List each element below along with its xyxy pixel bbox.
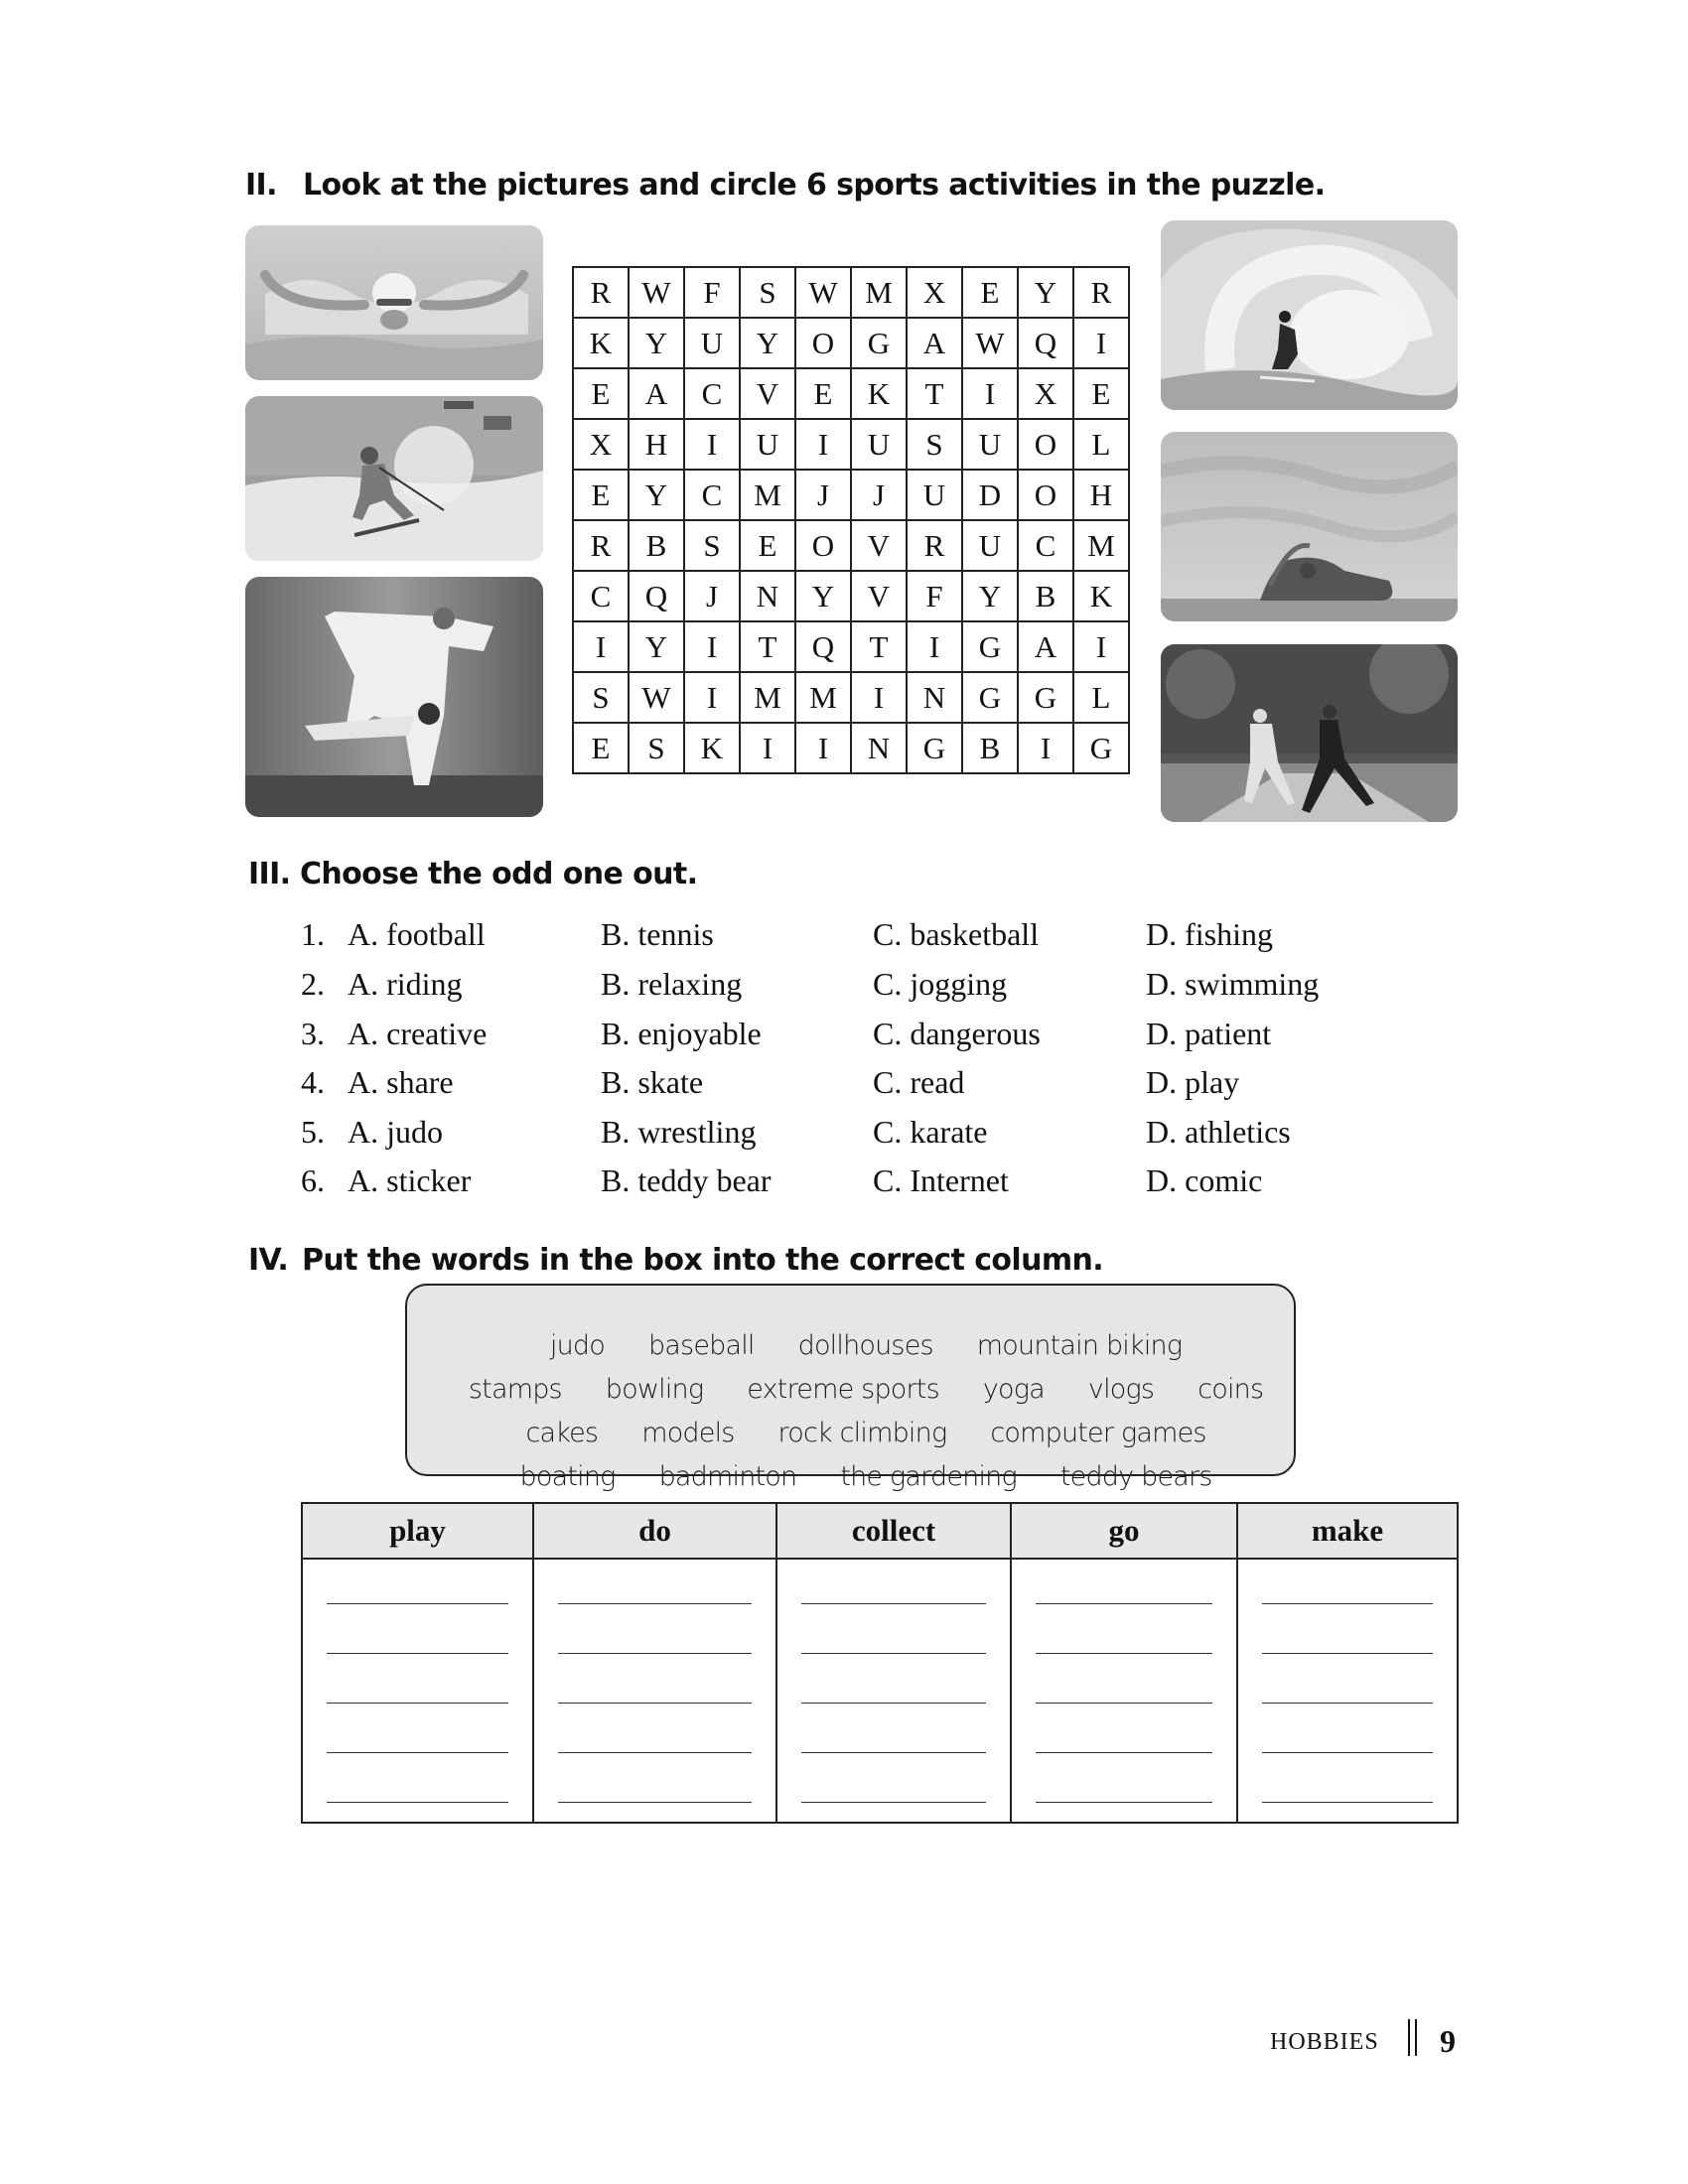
make-answer-cell — [1237, 1559, 1458, 1823]
option-b[interactable]: B. tennis — [601, 916, 714, 952]
puzzle-cell[interactable]: B — [962, 723, 1018, 773]
section-4-number: IV. — [248, 1243, 289, 1278]
puzzle-cell[interactable]: R — [573, 520, 629, 571]
word-search-puzzle[interactable] — [572, 266, 1130, 774]
answer-blank[interactable] — [1262, 1653, 1433, 1654]
option-a[interactable]: A. judo — [348, 1114, 443, 1150]
puzzle-cell[interactable]: K — [1073, 571, 1129, 621]
puzzle-cell[interactable]: G — [1018, 672, 1073, 723]
option-a[interactable]: A. sticker — [348, 1162, 472, 1198]
option-d[interactable]: D. patient — [1146, 1016, 1272, 1051]
puzzle-cell[interactable]: V — [740, 368, 795, 419]
puzzle-cell[interactable]: E — [962, 267, 1018, 318]
puzzle-cell[interactable]: Y — [795, 571, 851, 621]
puzzle-cell[interactable]: J — [851, 470, 907, 520]
puzzle-cell[interactable]: Y — [629, 621, 684, 672]
puzzle-cell[interactable]: I — [684, 621, 740, 672]
collect-answer-cell — [776, 1559, 1011, 1823]
answer-blank[interactable] — [1036, 1703, 1212, 1704]
option-a[interactable]: A. football — [348, 916, 486, 952]
word-item: vlogs — [1087, 1374, 1155, 1405]
answer-blank[interactable] — [327, 1603, 508, 1604]
word-item: dollhouses — [797, 1330, 933, 1361]
puzzle-cell[interactable]: W — [629, 672, 684, 723]
word-sort-table — [301, 1502, 1459, 1824]
answer-blank[interactable] — [801, 1603, 986, 1604]
puzzle-cell[interactable]: X — [907, 267, 962, 318]
puzzle-cell[interactable]: C — [684, 368, 740, 419]
puzzle-cell[interactable]: A — [1018, 621, 1073, 672]
puzzle-cell[interactable]: Y — [962, 571, 1018, 621]
answer-blank[interactable] — [558, 1802, 752, 1803]
word-item: extreme sports — [747, 1374, 939, 1405]
puzzle-cell[interactable]: E — [573, 723, 629, 773]
word-box — [405, 1284, 1296, 1492]
puzzle-row — [573, 419, 1129, 470]
option-d[interactable]: D. play — [1146, 1064, 1240, 1100]
puzzle-cell[interactable]: E — [1073, 368, 1129, 419]
puzzle-row — [573, 267, 1129, 318]
puzzle-cell[interactable]: R — [573, 267, 629, 318]
answer-blank[interactable] — [1036, 1752, 1212, 1753]
answer-blank[interactable] — [1262, 1703, 1433, 1704]
puzzle-cell[interactable]: M — [1073, 520, 1129, 571]
puzzle-cell[interactable]: D — [962, 470, 1018, 520]
question-number: 6. — [301, 1162, 325, 1198]
puzzle-cell[interactable]: Q — [795, 621, 851, 672]
puzzle-cell[interactable]: G — [907, 723, 962, 773]
answer-blank[interactable] — [801, 1653, 986, 1654]
puzzle-cell[interactable]: A — [629, 368, 684, 419]
puzzle-cell[interactable]: F — [907, 571, 962, 621]
puzzle-cell[interactable]: I — [962, 368, 1018, 419]
table-header-row — [302, 1503, 1458, 1559]
puzzle-cell[interactable]: G — [962, 672, 1018, 723]
option-b[interactable]: B. relaxing — [601, 966, 743, 1002]
answer-blank[interactable] — [327, 1802, 508, 1803]
puzzle-cell[interactable]: S — [573, 672, 629, 723]
word-item: mountain biking — [976, 1330, 1183, 1361]
puzzle-cell[interactable]: I — [851, 672, 907, 723]
puzzle-cell[interactable]: T — [851, 621, 907, 672]
puzzle-cell[interactable]: W — [629, 267, 684, 318]
puzzle-cell[interactable]: U — [962, 520, 1018, 571]
puzzle-cell[interactable]: Y — [1018, 267, 1073, 318]
answer-blank[interactable] — [1262, 1752, 1433, 1753]
word-item: teddy bears — [1059, 1461, 1212, 1492]
answer-blank[interactable] — [558, 1752, 752, 1753]
option-c[interactable]: C. dangerous — [873, 1016, 1041, 1051]
section-4-instruction: Put the words in the box into the correct column. — [302, 1243, 1104, 1278]
option-b[interactable]: B. skate — [601, 1064, 704, 1100]
judo-photo — [245, 577, 543, 817]
word-item: cakes — [525, 1418, 599, 1448]
puzzle-cell[interactable]: J — [684, 571, 740, 621]
answer-blank[interactable] — [1262, 1603, 1433, 1604]
word-item: boating — [519, 1461, 616, 1492]
puzzle-cell[interactable]: W — [962, 318, 1018, 368]
option-c[interactable]: C. basketball — [873, 916, 1040, 952]
puzzle-cell[interactable]: U — [851, 419, 907, 470]
yoga-photo — [1161, 432, 1458, 621]
column-header-do: do — [533, 1503, 776, 1559]
puzzle-cell[interactable]: K — [684, 723, 740, 773]
puzzle-cell[interactable]: E — [795, 368, 851, 419]
puzzle-cell[interactable]: I — [795, 419, 851, 470]
stretching-exercise-photo — [1161, 644, 1458, 822]
puzzle-cell[interactable]: O — [1018, 470, 1073, 520]
play-answer-cell — [302, 1559, 533, 1823]
option-a[interactable]: A. share — [348, 1064, 454, 1100]
puzzle-row — [573, 571, 1129, 621]
puzzle-cell[interactable]: L — [1073, 419, 1129, 470]
option-d[interactable]: D. fishing — [1146, 916, 1273, 952]
answer-blank[interactable] — [558, 1653, 752, 1654]
section-2-number: II. — [245, 168, 277, 203]
puzzle-row — [573, 520, 1129, 571]
question-number: 3. — [301, 1016, 325, 1051]
puzzle-cell[interactable]: Y — [629, 470, 684, 520]
word-item: rock climbing — [777, 1418, 947, 1448]
puzzle-cell[interactable]: G — [851, 318, 907, 368]
question-number: 2. — [301, 966, 325, 1002]
puzzle-row — [573, 318, 1129, 368]
puzzle-cell[interactable]: U — [907, 470, 962, 520]
puzzle-cell[interactable]: X — [1018, 368, 1073, 419]
puzzle-row — [573, 672, 1129, 723]
option-d[interactable]: D. athletics — [1146, 1114, 1291, 1150]
answer-blank[interactable] — [801, 1703, 986, 1704]
answer-blank[interactable] — [558, 1703, 752, 1704]
answer-blank[interactable] — [1036, 1653, 1212, 1654]
puzzle-cell[interactable]: S — [907, 419, 962, 470]
puzzle-row — [573, 621, 1129, 672]
question-number: 1. — [301, 916, 325, 952]
section-4-heading — [248, 1243, 1104, 1278]
answer-blank[interactable] — [327, 1752, 508, 1753]
puzzle-cell[interactable]: B — [629, 520, 684, 571]
option-a[interactable]: A. riding — [348, 966, 463, 1002]
puzzle-cell[interactable]: K — [851, 368, 907, 419]
puzzle-cell[interactable]: O — [1018, 419, 1073, 470]
word-item: badminton — [658, 1461, 797, 1492]
answer-blank[interactable] — [801, 1802, 986, 1803]
option-c[interactable]: C. Internet — [873, 1162, 1009, 1198]
word-item: yoga — [982, 1374, 1045, 1405]
puzzle-cell[interactable]: I — [1073, 621, 1129, 672]
question-number: 5. — [301, 1114, 325, 1150]
word-item: computer games — [990, 1418, 1206, 1448]
option-b[interactable]: B. wrestling — [601, 1114, 757, 1150]
puzzle-cell[interactable]: O — [795, 520, 851, 571]
section-3-number: III. — [248, 857, 291, 891]
puzzle-cell[interactable]: Q — [629, 571, 684, 621]
table-answer-row — [302, 1559, 1458, 1823]
double-bar-divider — [1408, 2019, 1417, 2056]
answer-blank[interactable] — [327, 1653, 508, 1654]
option-d[interactable]: D. swimming — [1146, 966, 1320, 1002]
question-number: 4. — [301, 1064, 325, 1100]
puzzle-cell[interactable]: G — [962, 621, 1018, 672]
puzzle-cell[interactable]: M — [795, 672, 851, 723]
puzzle-cell[interactable]: C — [1018, 520, 1073, 571]
puzzle-cell[interactable]: F — [684, 267, 740, 318]
puzzle-cell[interactable]: S — [629, 723, 684, 773]
puzzle-cell[interactable]: N — [851, 723, 907, 773]
puzzle-cell[interactable]: W — [795, 267, 851, 318]
puzzle-cell[interactable]: I — [1073, 318, 1129, 368]
swimming-butterfly-photo — [245, 225, 543, 380]
word-item: baseball — [647, 1330, 755, 1361]
puzzle-cell[interactable]: I — [740, 723, 795, 773]
answer-blank[interactable] — [327, 1703, 508, 1704]
puzzle-cell[interactable]: N — [907, 672, 962, 723]
option-c[interactable]: C. read — [873, 1064, 965, 1100]
puzzle-cell[interactable]: L — [1073, 672, 1129, 723]
puzzle-row — [573, 470, 1129, 520]
puzzle-cell[interactable]: I — [1018, 723, 1073, 773]
footer-unit-label: HOBBIES — [1270, 2029, 1379, 2055]
puzzle-cell[interactable]: Y — [740, 318, 795, 368]
puzzle-cell[interactable]: R — [1073, 267, 1129, 318]
puzzle-cell[interactable]: E — [573, 470, 629, 520]
puzzle-cell[interactable]: T — [907, 368, 962, 419]
puzzle-cell[interactable]: J — [795, 470, 851, 520]
puzzle-cell[interactable]: I — [907, 621, 962, 672]
column-header-make: make — [1237, 1503, 1458, 1559]
puzzle-cell[interactable]: M — [851, 267, 907, 318]
puzzle-cell[interactable]: G — [1073, 723, 1129, 773]
word-item: judo — [549, 1330, 605, 1361]
column-header-go: go — [1011, 1503, 1237, 1559]
skiing-photo — [245, 396, 543, 561]
puzzle-cell[interactable]: E — [573, 368, 629, 419]
puzzle-cell[interactable]: M — [740, 672, 795, 723]
answer-blank[interactable] — [1262, 1802, 1433, 1803]
puzzle-cell[interactable]: U — [684, 318, 740, 368]
word-item: stamps — [468, 1374, 562, 1405]
word-item: coins — [1197, 1374, 1264, 1405]
do-answer-cell — [533, 1559, 776, 1823]
puzzle-cell[interactable]: V — [851, 571, 907, 621]
answer-blank[interactable] — [1036, 1802, 1212, 1803]
answer-blank[interactable] — [558, 1603, 752, 1604]
puzzle-cell[interactable]: S — [740, 267, 795, 318]
option-d[interactable]: D. comic — [1146, 1162, 1263, 1198]
puzzle-cell[interactable]: V — [851, 520, 907, 571]
puzzle-cell[interactable]: U — [740, 419, 795, 470]
puzzle-cell[interactable]: I — [684, 419, 740, 470]
puzzle-cell[interactable]: S — [684, 520, 740, 571]
puzzle-cell[interactable]: H — [629, 419, 684, 470]
puzzle-cell[interactable]: U — [962, 419, 1018, 470]
puzzle-cell[interactable]: I — [684, 672, 740, 723]
answer-blank[interactable] — [801, 1752, 986, 1753]
section-3-instruction: Choose the odd one out. — [300, 857, 698, 891]
puzzle-cell[interactable]: A — [907, 318, 962, 368]
puzzle-cell[interactable]: O — [795, 318, 851, 368]
puzzle-cell[interactable]: Q — [1018, 318, 1073, 368]
puzzle-cell[interactable]: B — [1018, 571, 1073, 621]
word-item: models — [641, 1418, 735, 1448]
puzzle-cell[interactable]: C — [573, 571, 629, 621]
page-number: 9 — [1440, 2023, 1456, 2059]
puzzle-cell[interactable]: I — [573, 621, 629, 672]
puzzle-cell[interactable]: I — [795, 723, 851, 773]
puzzle-cell[interactable]: K — [573, 318, 629, 368]
option-c[interactable]: C. jogging — [873, 966, 1008, 1002]
word-item: the gardening — [840, 1461, 1017, 1492]
puzzle-cell[interactable]: M — [740, 470, 795, 520]
puzzle-cell[interactable]: E — [740, 520, 795, 571]
puzzle-cell[interactable]: C — [684, 470, 740, 520]
word-item: bowling — [605, 1374, 704, 1405]
section-2-heading — [245, 168, 1326, 203]
option-c[interactable]: C. karate — [873, 1114, 988, 1150]
puzzle-row — [573, 723, 1129, 773]
column-header-collect: collect — [776, 1503, 1011, 1559]
puzzle-cell[interactable]: H — [1073, 470, 1129, 520]
surfing-photo — [1161, 220, 1458, 410]
puzzle-row — [573, 368, 1129, 419]
answer-blank[interactable] — [1036, 1603, 1212, 1604]
option-b[interactable]: B. enjoyable — [601, 1016, 762, 1051]
puzzle-cell[interactable]: T — [740, 621, 795, 672]
section-3-heading — [248, 857, 698, 891]
puzzle-cell[interactable]: X — [573, 419, 629, 470]
puzzle-cell[interactable]: Y — [629, 318, 684, 368]
option-a[interactable]: A. creative — [348, 1016, 488, 1051]
column-header-play: play — [302, 1503, 533, 1559]
puzzle-cell[interactable]: N — [740, 571, 795, 621]
go-answer-cell — [1011, 1559, 1237, 1823]
section-2-instruction: Look at the pictures and circle 6 sports activities in the puzzle. — [303, 168, 1326, 203]
puzzle-cell[interactable]: R — [907, 520, 962, 571]
option-b[interactable]: B. teddy bear — [601, 1162, 772, 1198]
